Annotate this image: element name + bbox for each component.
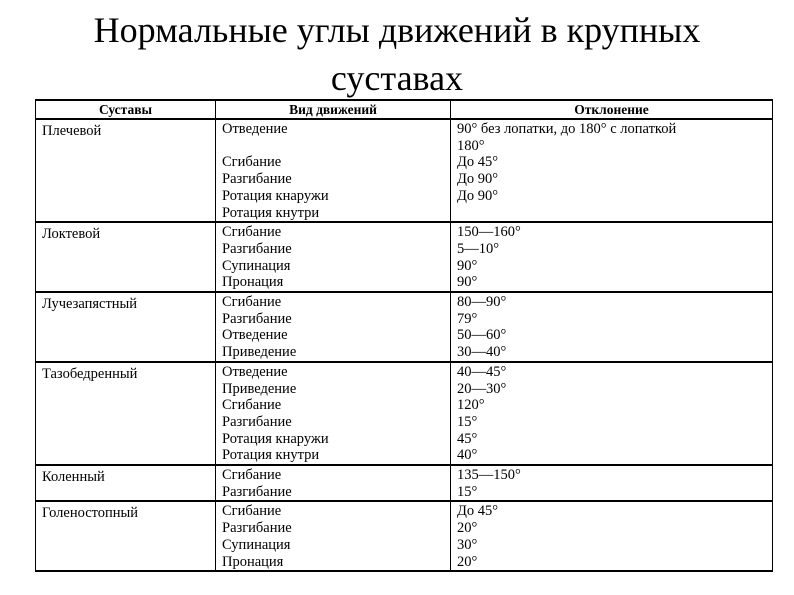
header-joints: Суставы bbox=[36, 100, 216, 119]
movement-item: Отведение bbox=[222, 121, 288, 137]
deviation-value: 15° bbox=[457, 413, 478, 430]
movement-item: Разгибание bbox=[222, 483, 292, 500]
table-row bbox=[36, 465, 773, 501]
deviation-value: До 90° bbox=[457, 187, 499, 204]
movement-item: Сгибание bbox=[222, 224, 282, 241]
deviation-value: 30° bbox=[457, 536, 478, 553]
deviation-value: 20° bbox=[457, 553, 478, 570]
deviation-value: До 45° bbox=[457, 503, 499, 520]
movement-item: Приведение bbox=[222, 344, 297, 361]
joint-name: Коленный bbox=[36, 465, 216, 501]
movement-item: Разгибание bbox=[222, 240, 292, 257]
table-row bbox=[36, 362, 773, 465]
deviation-list bbox=[451, 119, 773, 222]
header-deviation: Отклонение bbox=[451, 100, 773, 119]
deviation-value: 135—150° bbox=[457, 467, 521, 484]
movement-list bbox=[216, 292, 451, 362]
deviation-value: 5—10° bbox=[457, 240, 500, 257]
movement-list bbox=[216, 119, 451, 222]
deviation-value: 20° bbox=[457, 520, 478, 537]
deviation-value: 90° без лопатки, до 180° с лопаткой bbox=[457, 121, 677, 137]
deviation-value: 180° bbox=[457, 137, 485, 154]
movement-item: Супинация bbox=[222, 536, 291, 553]
table-row bbox=[36, 501, 773, 571]
movement-item: Ротация кнаружи bbox=[222, 187, 329, 204]
deviation-value: 150—160° bbox=[457, 224, 521, 241]
deviation-list bbox=[451, 292, 773, 362]
deviation-value: 120° bbox=[457, 397, 485, 414]
deviation-value: 15° bbox=[457, 483, 478, 500]
deviation-list bbox=[451, 501, 773, 571]
deviation-list bbox=[451, 362, 773, 465]
deviation-value: 40° bbox=[457, 447, 478, 464]
movement-item: Пронация bbox=[222, 553, 284, 570]
movement-item: Приведение bbox=[222, 380, 297, 397]
table-row bbox=[36, 292, 773, 362]
joint-name: Лучезапястный bbox=[36, 292, 216, 362]
deviation-list bbox=[451, 465, 773, 501]
movement-list bbox=[216, 222, 451, 292]
movement-item: Отведение bbox=[222, 363, 288, 380]
deviation-value: 45° bbox=[457, 430, 478, 447]
deviation-value: 20—30° bbox=[457, 380, 507, 397]
deviation-value: До 45° bbox=[457, 154, 499, 171]
movement-item bbox=[222, 138, 445, 155]
table-row bbox=[36, 119, 773, 222]
movement-item: Сгибание bbox=[222, 397, 282, 414]
movement-item: Сгибание bbox=[222, 467, 282, 484]
header-movement-type: Вид движений bbox=[216, 100, 451, 119]
joint-name: Голеностопный bbox=[36, 501, 216, 571]
movement-item: Ротация кнутри bbox=[222, 447, 320, 464]
joint-name: Тазобедренный bbox=[36, 362, 216, 465]
joint-name: Локтевой bbox=[36, 222, 216, 292]
movement-item: Пронация bbox=[222, 274, 284, 291]
deviation-value: 50—60° bbox=[457, 327, 507, 344]
movement-item: Сгибание bbox=[222, 154, 282, 171]
slide-title-line-1: Нормальные углы движений в крупных bbox=[93, 10, 701, 50]
movement-item: Сгибание bbox=[222, 503, 282, 520]
deviation-value: 90° bbox=[457, 274, 478, 291]
deviation-value: 80—90° bbox=[457, 294, 507, 311]
deviation-value: 90° bbox=[457, 257, 478, 274]
deviation-value: 40—45° bbox=[457, 363, 507, 380]
table-header-row bbox=[36, 100, 773, 119]
joint-angles-table bbox=[35, 99, 773, 572]
movement-item: Разгибание bbox=[222, 171, 292, 188]
movement-item: Ротация кнутри bbox=[222, 204, 320, 221]
movement-list bbox=[216, 465, 451, 501]
slide-title bbox=[0, 6, 794, 102]
movement-item: Супинация bbox=[222, 257, 291, 274]
movement-list bbox=[216, 501, 451, 571]
deviation-list bbox=[451, 222, 773, 292]
deviation-value: До 90° bbox=[457, 171, 499, 188]
deviation-value: 30—40° bbox=[457, 344, 507, 361]
joint-name: Плечевой bbox=[36, 119, 216, 222]
movement-item: Отведение bbox=[222, 327, 288, 344]
slide-title-line-2: суставах bbox=[330, 58, 464, 98]
movement-item: Ротация кнаружи bbox=[222, 430, 329, 447]
deviation-value: 79° bbox=[457, 310, 478, 327]
movement-list bbox=[216, 362, 451, 465]
movement-item: Сгибание bbox=[222, 294, 282, 311]
movement-item: Разгибание bbox=[222, 413, 292, 430]
table-body bbox=[36, 119, 773, 571]
movement-item: Разгибание bbox=[222, 310, 292, 327]
movement-item: Разгибание bbox=[222, 520, 292, 537]
table-row bbox=[36, 222, 773, 292]
